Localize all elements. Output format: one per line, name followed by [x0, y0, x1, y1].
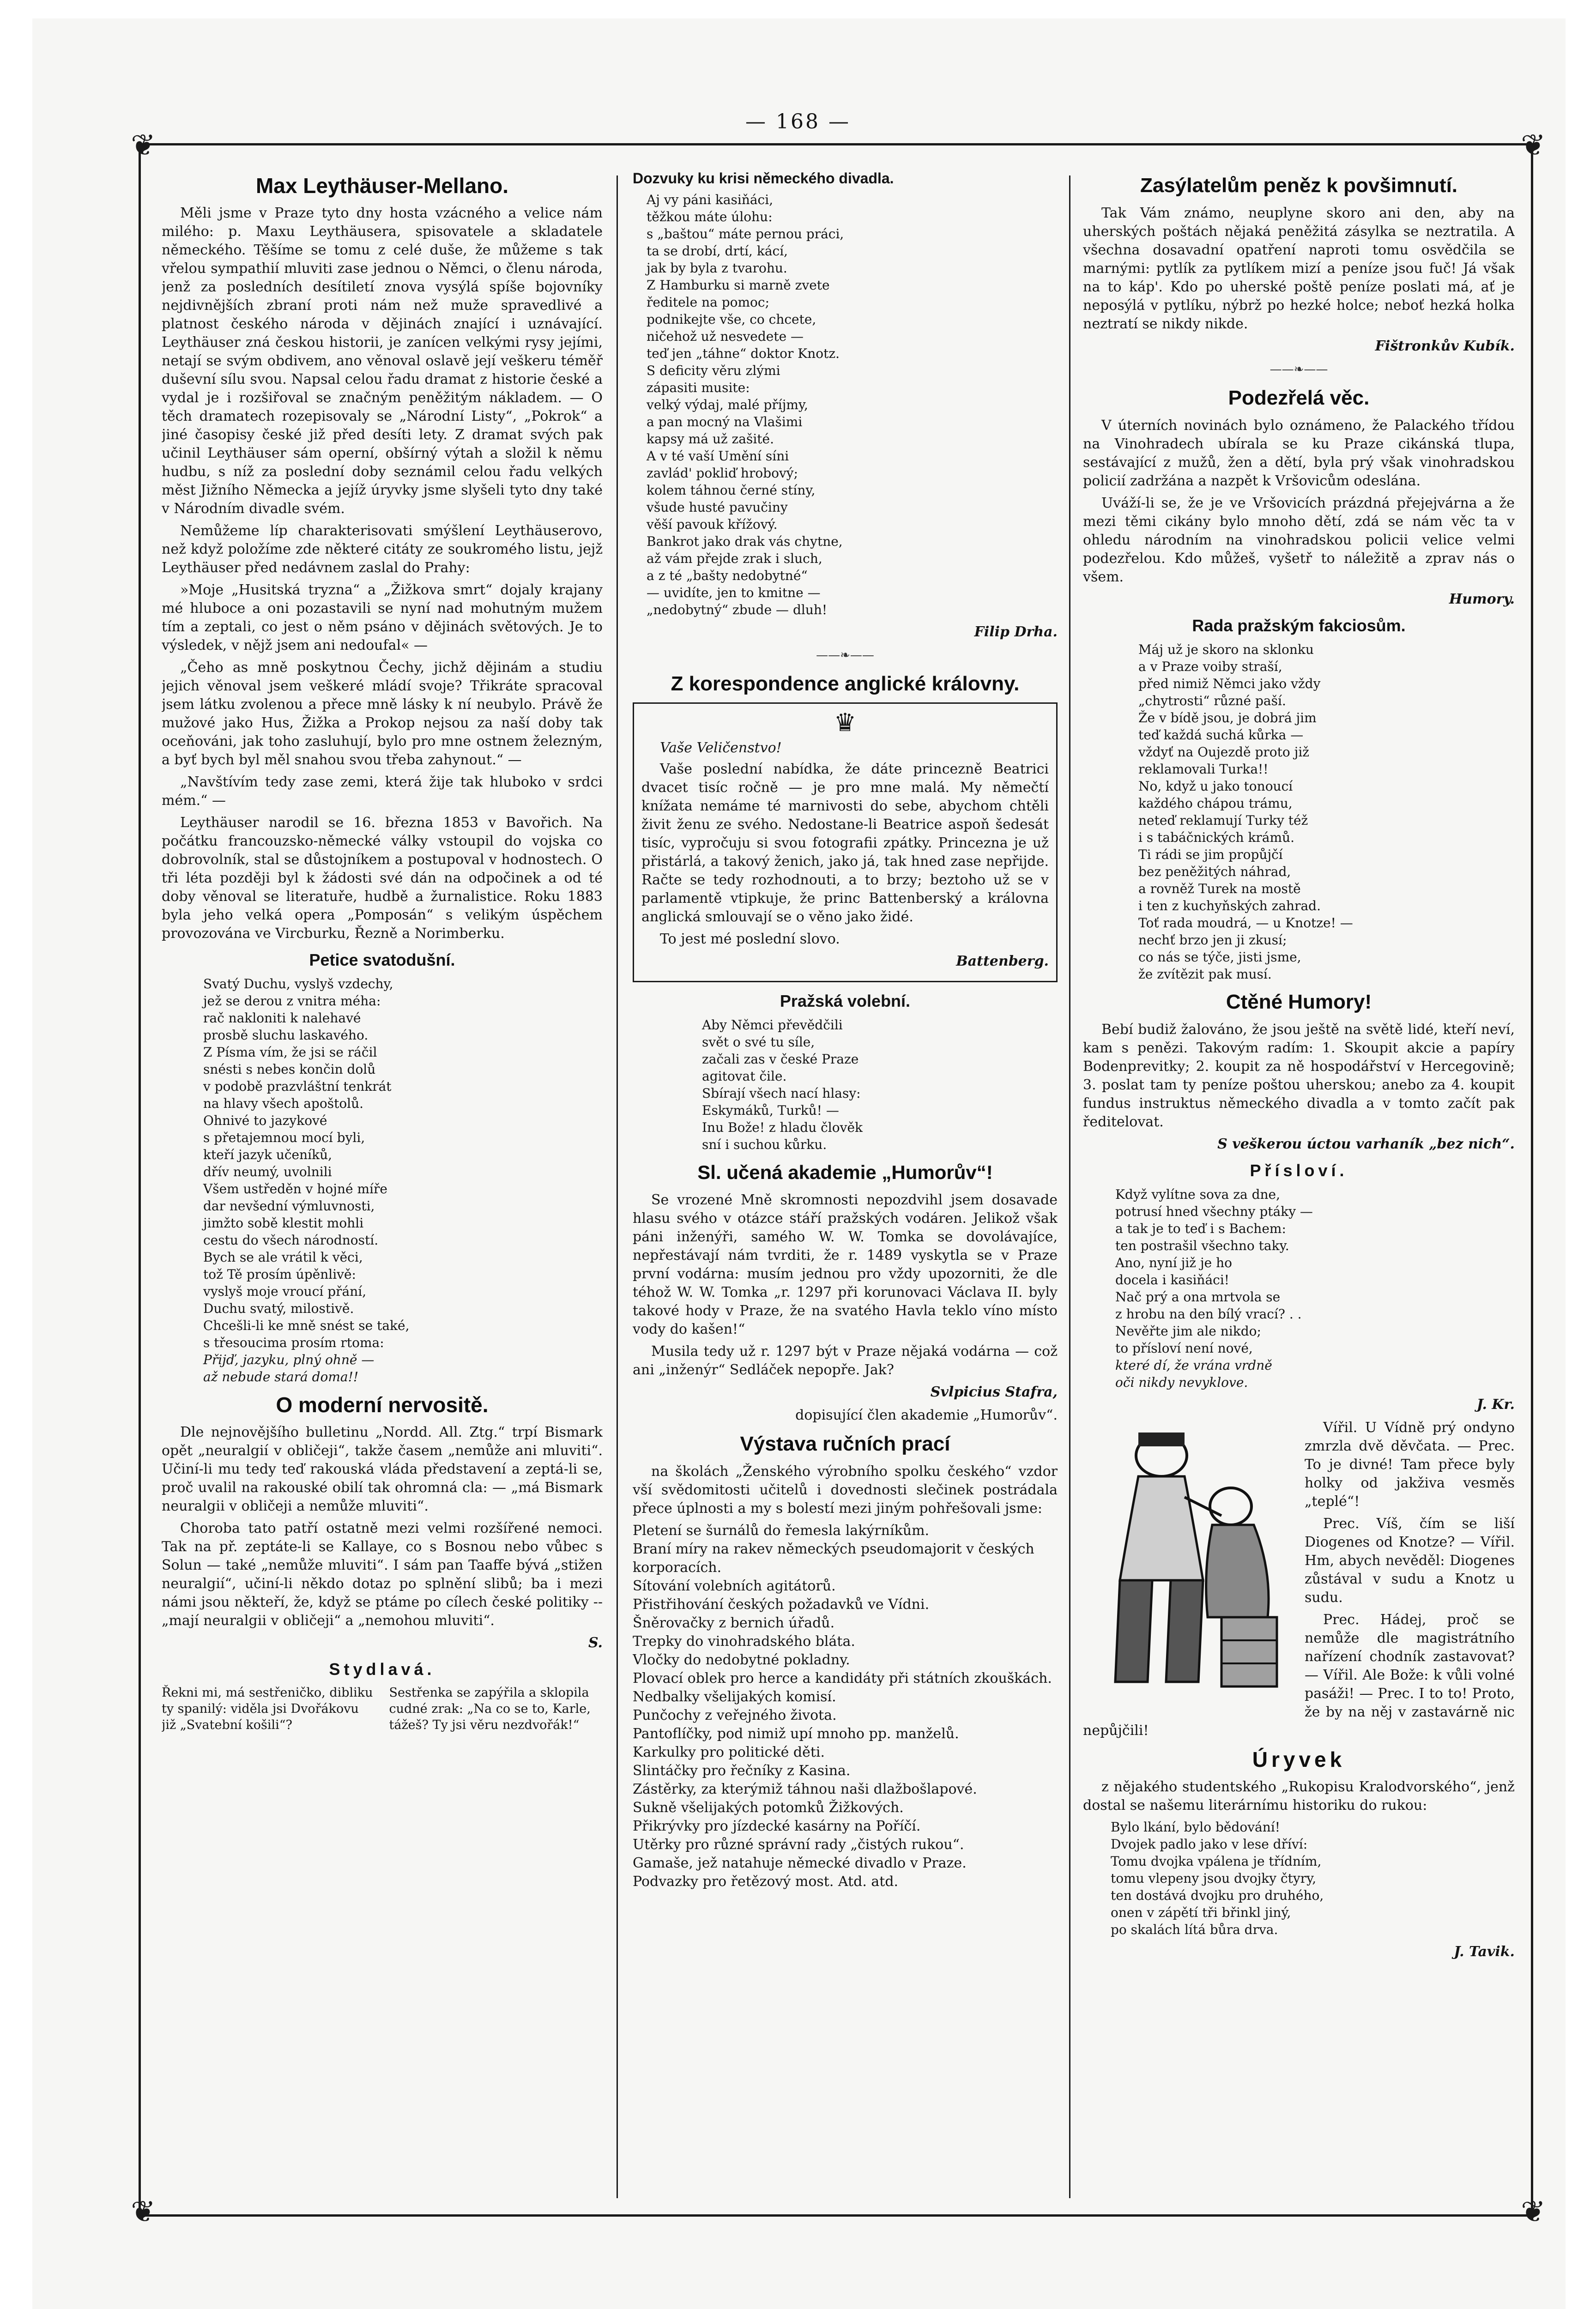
poem-line: to přísloví není nové,	[1115, 1341, 1253, 1356]
poem-title: Stydlavá.	[329, 1660, 435, 1679]
poem-line: Bych se ale vrátil k věci,	[203, 1250, 363, 1265]
poem-line: věší pavouk křížový.	[647, 517, 778, 532]
poem-line: těžkou máte úlohu:	[647, 209, 773, 224]
poem-line: dar nevšední výmluvnosti,	[203, 1198, 375, 1214]
poem-line: s třesoucima prosím rtoma:	[203, 1335, 384, 1350]
exhibit-list	[633, 1522, 1058, 1891]
poem-line: kolem táhnou černé stíny,	[647, 483, 816, 498]
poem-line: z hrobu na den bílý vrací? . .	[1115, 1306, 1302, 1322]
poem-line: kteří jazyk učeníků,	[203, 1147, 332, 1162]
letter-closing: To jest mé poslední slovo.	[660, 931, 840, 947]
poem-line: Z Písma vím, že jsi se ráčil	[203, 1045, 377, 1060]
signature: S.	[588, 1635, 603, 1651]
signature: Humory.	[1449, 591, 1515, 607]
article-paragraph: na školách „Ženského výrobního spolku českého“ vzdor vší svědomitosti učitelů i dovednosti slečinek postrádala přece úplnosti a my s bolestí mezi jiným pohřešovali jsme:	[633, 1463, 1058, 1517]
column-left	[162, 166, 603, 2207]
article-paragraph: „Navštívím tedy zase zemi, která žije tak hluboko v srdci mém.“ —	[162, 774, 603, 809]
poem-line: cestu do všech národností.	[203, 1233, 379, 1248]
poem-line: s „baštou“ máte pernou práci,	[647, 226, 844, 242]
article-title: Podezřelá věc.	[1228, 387, 1370, 409]
poem-line: i ten z kuchyňských zahrad.	[1138, 898, 1321, 913]
poem	[647, 191, 1058, 618]
column-divider	[617, 175, 618, 2198]
poem-line: A v té vaší Umění síni	[647, 448, 789, 464]
poem-line: tož Tě prosím úpěnlivě:	[203, 1267, 356, 1282]
article-paragraph: Choroba tato patří ostatně mezi velmi rozšířené nemoci. Tak na př. zeptáte-li se Kallaye, co s Bosnou nebo vůbec s Solun — také „nemůže mluviti“. I sám pan Taaffe bývá „stižen neuralgií“, učiní-li někdo dotaz po splnění slibů; ba i mezi námi jsou někteří, že, když se ptáme po cílech české politiky -- „mají neuralgii v obličeji“ a „nemohou mluviti“.	[162, 1520, 603, 1629]
poem-line: Bylo lkání, bylo bědování!	[1111, 1819, 1280, 1835]
column-middle	[633, 166, 1058, 2207]
poem-line: ředitele na pomoc;	[647, 295, 770, 310]
page-number: — 168 —	[745, 110, 851, 133]
poem-line: teď každá suchá kůrka —	[1138, 727, 1304, 743]
list-item: Gamaše, jež natahuje německé divadlo v Praze.	[633, 1855, 967, 1871]
poem-line: Tomu dvojka vpálena je třídním,	[1111, 1854, 1322, 1869]
poem-line: až nebude stará doma!!	[203, 1369, 359, 1384]
poem-line: před nimiž Němci jako vždy	[1138, 676, 1321, 691]
poem-line: Aby Němci převědčili	[702, 1017, 843, 1033]
separator-ornament: ——❧——	[816, 648, 874, 662]
poem-line: Nač prý a ona mrtvola se	[1115, 1289, 1281, 1305]
poem-left: Řekni mi, má sestřeničko, dibliku ty spanilý: viděla jsi Dvořákovu již „Svatební košili“?	[162, 1686, 373, 1732]
poem-line: velký výdaj, malé příjmy,	[647, 397, 808, 412]
list-item: Přistřihování českých požadavků ve Vídni.	[633, 1596, 930, 1613]
poem-line: docela i kasiňáci!	[1115, 1272, 1230, 1287]
poem-line: dřív neumý, uvolnili	[203, 1164, 332, 1179]
poem-line: začali zas v české Praze	[702, 1052, 859, 1067]
letter-box	[633, 702, 1058, 982]
dialogue: Prec. Hádej, proč se nemůže dle magistrátního nařízení chodník zastavovat? — Vířil. Ale Bože: k vůli volné pasáži! — Prec. I to to! Proto, že by na něj v zastavárně nic nepůjčili!	[1083, 1612, 1515, 1739]
poem-line: Svatý Duchu, vyslyš vzdechy,	[203, 976, 393, 991]
poem-line: zápasiti musite:	[647, 380, 750, 395]
poem-line: Sbírají všech nací hlasy:	[702, 1086, 861, 1101]
signature-title: dopisující člen akademie „Humorův“.	[795, 1407, 1058, 1423]
list-item: Pantoflíčky, pod nimiž upí mnoho pp. manželů.	[633, 1726, 959, 1742]
poem-title: Přísloví.	[1250, 1161, 1348, 1180]
column-divider	[1069, 175, 1070, 2198]
poem	[1115, 1186, 1515, 1391]
signature: J. Tavik.	[1454, 1944, 1515, 1960]
poem	[702, 1016, 1058, 1153]
poem-line: i s tabáčnických krámů.	[1138, 830, 1294, 845]
article-paragraph: Leythäuser narodil se 16. března 1853 v Bavořich. Na počátku francouzsko-německé války vstoupil do vojska co dobrovolník, stal se důstojníkem a postupoval v hodnostech. O tři léta později byl k žádosti své dán na odpočinek a od té doby věnoval se literatuře, hudbě a žurnalistice. Roku 1883 byla jeho velká opera „Pomposán“ s velikým úspěchem provozována ve Vircburku, Řezně a Norimberku.	[162, 815, 603, 942]
poem-line: Inu Bože! z hladu člověk	[702, 1120, 863, 1135]
article-title: Výstava ručních prací	[740, 1433, 950, 1455]
poem-line: Bankrot jako drak vás chytne,	[647, 534, 843, 549]
poem-line: snésti s nebes končin dolů	[203, 1062, 376, 1077]
signature: S veškerou úctou varhaník „bez nich“.	[1217, 1136, 1515, 1152]
poem-line: kapsy má už zašité.	[647, 431, 774, 447]
poem	[1111, 1819, 1515, 1938]
poem-line: neteď reklamují Turky též	[1138, 813, 1308, 828]
poem-line: vždyť na Oujezdě proto již	[1138, 744, 1310, 760]
article-title: Sl. učená akademie „Humorův“!	[697, 1161, 993, 1183]
list-item: Podvazky pro řetězový most. Atd. atd.	[633, 1874, 899, 1890]
frame-left-rule	[139, 143, 141, 2212]
dialogue: Prec. Víš, čím se liší Diogenes od Knotze? — Vířil. Hm, abych nevěděl: Diogenes zůstával v sudu a Knotz u sudu.	[1305, 1516, 1515, 1606]
poem-line: ničehož už nesvedete —	[647, 329, 804, 344]
list-item: Šněrovačky z bernich úřadů.	[633, 1615, 835, 1631]
article-paragraph: Bebí budiž žalováno, že jsou ještě na světě lidé, kteří neví, kam s penězi. Takovým radím: 1. Skoupit akcie a papíry Bodenprevitky; 2. koupit za ně hospodářství v Hercegovině; 3. poslat tam ty peníze poštou uherskou; anebo za 4. koupit fundus instruktus německého divadla a v tomto začít pak ředitelovat.	[1083, 1022, 1515, 1130]
poem-line: Toť rada moudrá, — u Knotze! —	[1138, 915, 1353, 931]
poem-line: a tak je to teď i s Bachem:	[1115, 1221, 1286, 1236]
article-title: Max Leythäuser-Mellano.	[255, 174, 509, 198]
poem-line: rač nakloniti k nalehavé	[203, 1010, 361, 1026]
list-item: Sukně všelijakých potomků Žižkových.	[633, 1800, 904, 1816]
poem-line: Aj vy páni kasiňáci,	[647, 192, 774, 207]
list-item: Pletení se šurnálů do řemesla lakýrníkům.	[633, 1523, 930, 1539]
poem-line: Když vylítne sova za dne,	[1115, 1187, 1281, 1202]
list-item: Karkulky pro politické děti.	[633, 1744, 825, 1760]
list-item: Trepky do vinohradského bláta.	[633, 1633, 855, 1650]
list-item: Přikrývky pro jízdecké kasárny na Poříčí.	[633, 1818, 921, 1834]
poem-line: všude husté pavučiny	[647, 500, 788, 515]
poem	[1138, 641, 1515, 983]
article-paragraph: V úterních novinách bylo oznámeno, že Palackého třídou na Vinohradech ubírala se ku Praze cikánská tlupa, sestávající z mužů, žen a dětí, byla prý však vinohradskou policií zadržána a nazpět k Vršovicům odeslána.	[1083, 417, 1515, 489]
poem-line: oči nikdy nevyklove.	[1115, 1375, 1248, 1390]
signature: Fištronkův Kubík.	[1375, 338, 1515, 354]
poem-line: Nevěřte jim ale nikdo;	[1115, 1324, 1261, 1339]
letter-body: Vaše poslední nabídka, že dáte princezně Beatrici dvacet tisíc ročně — je pro mne malá. My němečtí knížata nemáme té marnivosti do sebe, abychom chtěli živit ženu ze svého. Nedostane-li Beatrice aspoň šedesát tisíc, vypročuju si svou fotografii zpátky. Princezna je už přistárlá, a takový ženich, jako já, tak hned zase nepřijde. Račte se tedy rozhodnouti, a to brzy; beztoho už se v parlamentě vtipkuje, že princ Battenberský a královna anglická smlouvají se o věno jako židé.	[641, 761, 1049, 925]
signature: Battenberg.	[956, 953, 1049, 969]
poem-line: ta se drobí, drtí, kácí,	[647, 243, 788, 259]
list-item: Slintáčky pro řečníky z Kasina.	[633, 1763, 851, 1779]
poem-line: nechť brzo jen ji zkusí;	[1138, 932, 1287, 948]
poem-line: co nás se týče, jisti jsme,	[1138, 949, 1301, 965]
poem-line: — uvidíte, jen to kmitne —	[647, 585, 821, 600]
list-item: Utěrky pro různé správní rady „čistých rukou“.	[633, 1837, 964, 1853]
poem-line: a z té „bašty nedobytné“	[647, 568, 808, 583]
article-paragraph: Tak Vám známo, neuplyne skoro ani den, aby na uherských poštách nějaká peněžitá zásylka se neztratila. A všechna dosavadní opatření naproti tomu osvědčila se marnými: pytlík za pytlíkem mizí a peníze jsou fuč! Já však na to káp'. Kdo po uherské poště peníze poslati má, ať je neposýlá v pytlíku, nýbrž po hezké holce; neboť hezká holka neztratí se nikdy nikde.	[1083, 205, 1515, 332]
poem-line: a rovněž Turek na mostě	[1138, 881, 1301, 896]
poem-line: každého chápou trámu,	[1138, 796, 1293, 811]
poem-line: „chytrosti“ různé paší.	[1138, 693, 1286, 708]
poem-title: Rada pražským fakciosům.	[1192, 616, 1406, 635]
poem-line: onen v zápětí tři břinkl jiný,	[1111, 1905, 1291, 1920]
poem-title: Petice svatodušní.	[309, 950, 455, 969]
poem-line: po skalách lítá bůra drva.	[1111, 1922, 1278, 1937]
poem-line: S deficity věru zlými	[647, 363, 780, 378]
poem-two-column	[162, 1685, 603, 1733]
article-paragraph: Měli jsme v Praze tyto dny hosta vzácného a velice nám milého: p. Maxu Leythäusera, spisovatele a skladatele německého. Těšíme se tomu z celé duše, že můžeme s tak vřelou sympathií mluviti zase jednou o Němci, o členu národa, jenž za posledních desítiletí znova vysýlá spíše bojovníky nejdivnějších zbraní proti nám než muže spravedlivé a platnost českého národa v dějinách znající i uznávající. Leythäuser zná českou historii, je zanícen velkými rysy jejími, netají se svým obdivem, ano věnoval oslavě její veškeru téměř duševní sílu svou. Napsal celou řadu dramat z historie české a vydal je i rozšiřoval se značným peněžitým nákladem. — O těch dramatech rozepisovaly se „Národní Listy“, „Pokrok“ a jiné časopisy české již před desíti lety. Z dramat svých pak učinil Leythäuser sám operní, obšírný výtah a složil k němu hudbu, s níž za poslední doby seznámil celou řadu velkých měst Jižního Německa a jejíž úryvky jsme slyšeli tyto dny také v Národním divadle svém.	[162, 205, 603, 517]
article-title: O moderní nervositě.	[276, 1393, 489, 1417]
poem-line: Eskymáků, Turků! —	[702, 1103, 839, 1118]
list-item: Sítování volebních agitátorů.	[633, 1578, 836, 1594]
poem-line: sní i suchou kůrku.	[702, 1137, 827, 1152]
crown-icon: ♛	[834, 708, 857, 737]
poem-line: jimžto sobě klestit mohli	[203, 1215, 364, 1231]
poem-line: svět o své tu síle,	[702, 1034, 815, 1050]
poem-line: „nedobytný“ zbude — dluh!	[647, 602, 828, 617]
poem-line: ten postrašil všechno taky.	[1115, 1238, 1289, 1253]
article-title: Ctěné Humory!	[1226, 991, 1372, 1013]
poem-line: které dí, že vrána vrdně	[1115, 1358, 1272, 1373]
poem-line: Chcešli-li ke mně snést se také,	[203, 1318, 410, 1333]
letter-salutation: Vaše Veličenstvo!	[660, 740, 782, 756]
article-paragraph: Se vrozené Mně skromnosti nepozdvihl jsem dosavade hlasu svého v otázce stáří pražských vodáren. Jelikož však páni inženýři, samého W. W. Tomka se dovolávajíce, nepřestávají nám tvrditi, že r. 1489 vyskytla se v Praze první vodárna: musím jednou pro vždy upozorniti, že dle téhož W. W. Tomka „r. 1297 při korunovaci Václava II. byly takové hody v Praze, že na svatého Havla teklo víno místo vody do kašen!“	[633, 1192, 1058, 1337]
poem-title: Dozvuky ku krisi německého divadla.	[633, 170, 894, 187]
signature: J. Kr.	[1476, 1396, 1515, 1413]
poem-line: ten dostává dvojku pro druhého,	[1111, 1888, 1324, 1903]
poem-line: bez peněžitých náhrad,	[1138, 864, 1291, 879]
poem-line: až vám přejde zrak i sluch,	[647, 551, 822, 566]
poem-line: jak by byla z tvarohu.	[647, 260, 787, 276]
poem-line: Máj už je skoro na sklonku	[1138, 642, 1314, 657]
article-paragraph: »Moje „Husitská tryzna“ a „Žižkova smrt“ dojaly krajany mé hluboce a oni pozastavili se nyní nad mohutným mužem tím a zeptali, co jest o něm psáno v dějinách světových. Je to výsledek, v nějž jsem ani nedoufal« —	[162, 582, 603, 653]
article-title: Zasýlatelům peněz k povšimnutí.	[1140, 174, 1458, 197]
poem-line: potrusí hned všechny ptáky —	[1115, 1204, 1313, 1219]
poem-line: tomu vlepeny jsou dvojky čtyry,	[1111, 1871, 1317, 1886]
poem-line: Dvojek padlo jako v lese dříví:	[1111, 1837, 1308, 1852]
article-paragraph: z nějakého studentského „Rukopisu Kralodvorského“, jenž dostal se našemu literárnímu historiku do rukou:	[1083, 1779, 1515, 1813]
poem-line: jež se derou z vnitra méha:	[203, 993, 381, 1009]
poem-line: a pan mocný na Vlašimi	[647, 414, 803, 429]
cartoon-illustration	[1083, 1423, 1295, 1700]
poem-line: Že v bídě jsou, je dobrá jim	[1138, 710, 1317, 725]
poem-line: Přijď, jazyku, plný ohně —	[203, 1352, 375, 1367]
signature: Filip Drha.	[974, 624, 1058, 640]
poem	[203, 975, 603, 1385]
frame-right-rule	[1531, 143, 1533, 2212]
list-item: Braní míry na rakev německých pseudomajorit v českých korporacích.	[633, 1541, 1034, 1576]
poem-title: Pražská volební.	[780, 991, 911, 1010]
poem-line: prosbě sluchu laskavého.	[203, 1028, 369, 1043]
poem-line: No, když u jako tonoucí	[1138, 779, 1293, 794]
dialogue: Vířil. U Vídně prý ondyno zmrzla dvě děvčata. — Prec. To je divné! Tam přece byly holky od jakživa vesměs „teplé“!	[1305, 1420, 1515, 1510]
list-item: Nedbalky všelijakých komisí.	[633, 1689, 836, 1705]
article-paragraph: Dle nejnovějšího bulletinu „Nordd. All. Ztg.“ trpí Bismark opět „neuralgií v obličeji“, takže časem „nemůže ani mluviti“. Učiní-li mu tedy teď rakouská vláda představení a zeptá-li se, proč uvalil na rakouské obilí tak ohromná cla: — „má Bismark neuralgii v obličeji a nemůže mluviti“.	[162, 1424, 603, 1514]
list-item: Vločky do nedobytné pokladny.	[633, 1652, 850, 1668]
list-item: Punčochy z veřejného života.	[633, 1707, 837, 1723]
article-paragraph: Nemůžeme líp charakterisovati smýšlení Leythäuserovo, než když položíme zde některé citáty ze soukromého listu, jejž Leythäuser před nedávnem zaslal do Prahy:	[162, 523, 603, 576]
article-paragraph: „Čeho as mně poskytnou Čechy, jichž dějinám a studiu jejich věnoval jsem veškeré mládí svoje? Třikráte spracoval jsem látku zvolenou a přece mně lásky k ní neubylo. Právě že mužové jako Hus, Žižka a Prokop nejsou za naší doby tak oceňováni, jak toho zasluhují, bylo pro mne ostnem železným, a byť bych byl měl snahou svou třeba zahynout.“ —	[162, 659, 603, 768]
poem-line: agitovat čile.	[702, 1069, 787, 1084]
poem-line: Všem ustředěn v hojné míře	[203, 1181, 387, 1197]
poem-line: Ohnivé to jazykové	[203, 1113, 327, 1128]
poem-line: v podobě prazvláštní tenkrát	[203, 1079, 392, 1094]
poem-right: Sestřenka se zapýřila a sklopila cudné zrak: „Na co se to, Karle, tážeš? Ty jsi věru nezdvořák!“	[389, 1686, 591, 1732]
corner-ornament-icon: ❦	[131, 2195, 156, 2229]
column-right	[1083, 166, 1515, 2207]
corner-ornament-icon: ❦	[1521, 2195, 1546, 2229]
article-paragraph: Musila tedy už r. 1297 být v Praze nějaká vodárna — což ani „inženýr“ Sedláček nepopře. Jak?	[633, 1343, 1058, 1378]
signature: Svlpicius Stafra,	[930, 1384, 1058, 1400]
poem-line: reklamovali Turka!!	[1138, 762, 1269, 777]
poem-line: s přetajemnou mocí byli,	[203, 1130, 365, 1145]
corner-ornament-icon: ❦	[1521, 128, 1546, 163]
article-title: Z korespondence anglické královny.	[671, 672, 1020, 695]
poem-line: podnikejte vše, co chcete,	[647, 312, 816, 327]
poem-line: Z Hamburku si marně zvete	[647, 278, 830, 293]
poem-line: na hlavy všech apoštolů.	[203, 1096, 364, 1111]
poem-line: zavlád' pokliď hrobový;	[647, 465, 798, 481]
poem-line: teď jen „táhne“ doktor Knotz.	[647, 346, 840, 361]
poem-line: že zvítězit pak musí.	[1138, 967, 1272, 982]
poem-line: Duchu svatý, milostivě.	[203, 1301, 354, 1316]
poem-line: a v Praze voiby straší,	[1138, 659, 1282, 674]
separator-ornament: ——❧——	[1270, 363, 1328, 376]
poem-line: Ano, nyní již je ho	[1115, 1255, 1232, 1270]
list-item: Zástěrky, za kterýmiž táhnou naši dlažbošlapové.	[633, 1781, 977, 1797]
corner-ornament-icon: ❦	[131, 128, 156, 163]
poem-line: Ti rádi se jim propůjčí	[1138, 847, 1283, 862]
list-item: Plovací oblek pro herce a kandidáty při státních zkouškách.	[633, 1670, 1052, 1686]
poem-line: vyslyš moje vroucí přání,	[203, 1284, 367, 1299]
article-paragraph: Uváží-li se, že je ve Vršovicích prázdná přejejvárna a že mezi těmi cikány bylo mnoho dětí, zdá se nám věc ta v ohledu národním na vinohradskou policii velice velmi podezřelou. Kdo můžeš, vyšetř to náležitě a zprav nás o všem.	[1083, 495, 1515, 585]
article-title: Úryvek	[1252, 1747, 1346, 1771]
